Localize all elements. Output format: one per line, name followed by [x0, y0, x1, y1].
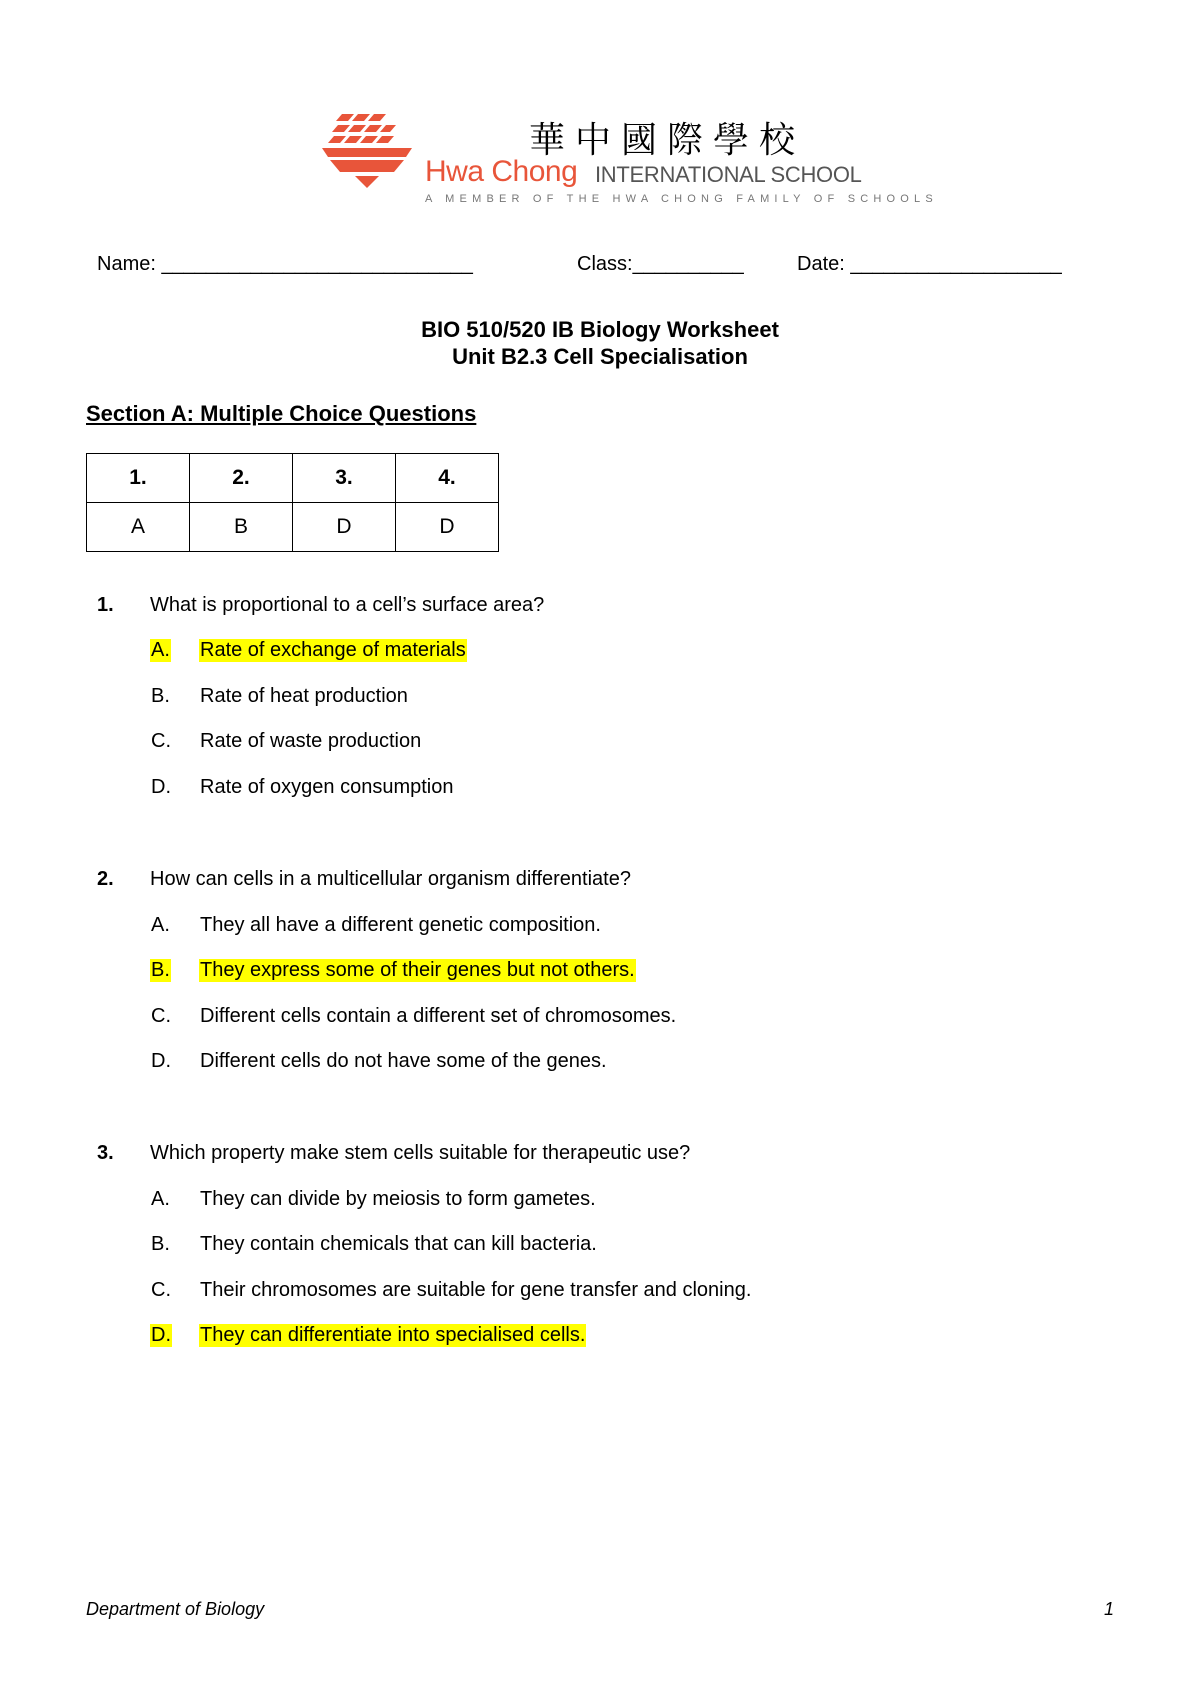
option-text: Rate of heat production	[200, 685, 408, 707]
option-text: Different cells do not have some of the genes.	[200, 1050, 607, 1072]
answer-table-number: 1.	[87, 454, 190, 503]
answer-table-answer: A	[87, 503, 190, 552]
option-letter: C.	[151, 730, 171, 752]
answer-table-number: 4.	[396, 454, 499, 503]
answer-table-answer: B	[190, 503, 293, 552]
option-text: They can differentiate into specialised cells.	[200, 1324, 586, 1346]
school-emblem-icon	[322, 108, 412, 198]
question-2-text: How can cells in a multicellular organism differentiate?	[150, 868, 631, 890]
question-2-number: 2.	[97, 868, 114, 890]
option-text: Different cells contain a different set of chromosomes.	[200, 1005, 677, 1027]
class-field[interactable]: Class:__________	[577, 253, 744, 275]
section-a-heading: Section A: Multiple Choice Questions	[86, 401, 477, 426]
option-letter: B.	[151, 959, 170, 981]
option-letter: D.	[151, 1050, 171, 1072]
option-letter: C.	[151, 1005, 171, 1027]
logo-tagline: A MEMBER OF THE HWA CHONG FAMILY OF SCHOOLS	[425, 193, 938, 205]
answer-table-answer-row	[87, 503, 499, 552]
option-text: Rate of oxygen consumption	[200, 776, 454, 798]
answer-table-number: 3.	[293, 454, 396, 503]
answer-table-number: 2.	[190, 454, 293, 503]
option-text: They can divide by meiosis to form gametes.	[200, 1188, 596, 1210]
question-3-number: 3.	[97, 1142, 114, 1164]
option-text: They express some of their genes but not others.	[200, 959, 635, 981]
option-letter: B.	[151, 1233, 170, 1255]
option-letter: A.	[151, 914, 170, 936]
name-field[interactable]: Name: ____________________________	[97, 253, 473, 275]
option-text: They all have a different genetic composition.	[200, 914, 601, 936]
option-letter: C.	[151, 1279, 171, 1301]
option-letter: B.	[151, 685, 170, 707]
option-letter: D.	[151, 1324, 171, 1346]
option-text: They contain chemicals that can kill bacteria.	[200, 1233, 597, 1255]
answer-table-header-row	[87, 454, 499, 503]
option-letter: A.	[151, 1188, 170, 1210]
answer-table-answer: D	[293, 503, 396, 552]
worksheet-title: BIO 510/520 IB Biology Worksheet	[421, 317, 779, 342]
date-field[interactable]: Date: ___________________	[797, 253, 1062, 275]
question-1-text: What is proportional to a cell’s surface area?	[150, 594, 545, 616]
answer-table	[86, 453, 499, 552]
option-text: Rate of waste production	[200, 730, 422, 752]
footer-page-number: 1	[1104, 1599, 1115, 1619]
option-text: Rate of exchange of materials	[200, 639, 466, 661]
logo-chinese-name: 華中國際學校	[529, 120, 806, 161]
logo-brand-name: Hwa Chong	[425, 155, 578, 188]
logo-school-name: INTERNATIONAL SCHOOL	[595, 162, 862, 187]
school-logo	[322, 108, 938, 208]
question-1-number: 1.	[97, 594, 114, 616]
question-3-text: Which property make stem cells suitable for therapeutic use?	[150, 1142, 691, 1164]
option-letter: D.	[151, 776, 171, 798]
answer-table-answer: D	[396, 503, 499, 552]
option-text: Their chromosomes are suitable for gene transfer and cloning.	[200, 1279, 752, 1301]
footer-department: Department of Biology	[86, 1599, 265, 1619]
unit-title: Unit B2.3 Cell Specialisation	[452, 344, 748, 369]
option-letter: A.	[151, 639, 170, 661]
